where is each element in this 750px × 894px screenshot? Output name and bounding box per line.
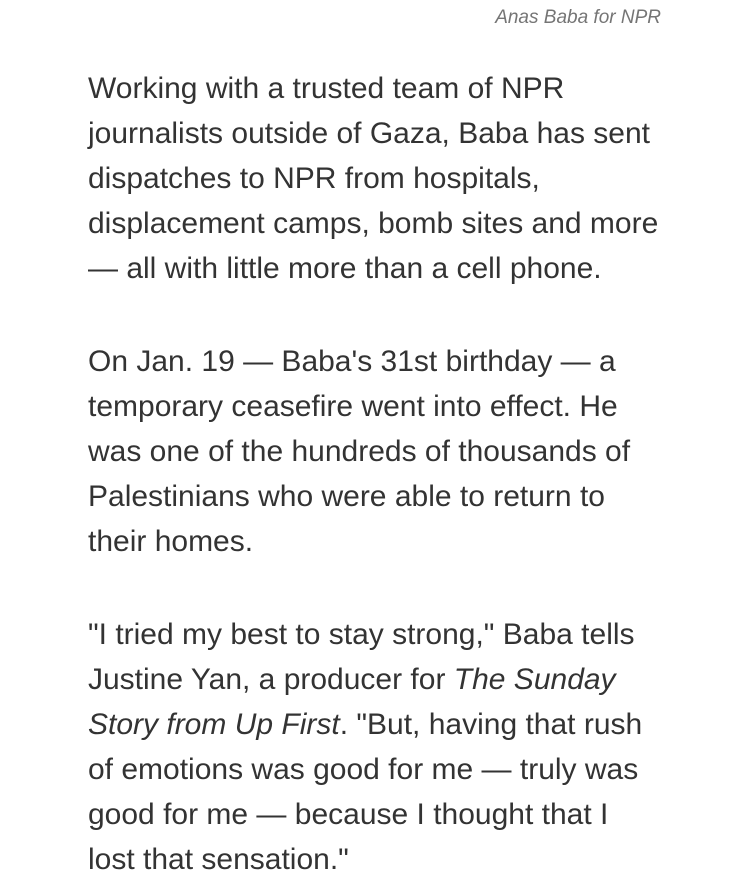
publication-title: The Sunday Story from Up First — [88, 663, 616, 741]
article-paragraph — [88, 612, 661, 882]
article-paragraph: Working with a trusted team of NPR journalists outside of Gaza, Baba has sent dispatches to NPR from hospitals, displacement camps, bomb sites and more — all with little more than a cell phone. — [88, 72, 659, 285]
photo-credit: Anas Baba for NPR — [495, 7, 661, 28]
quote-text-after: . "But, having that rush of emotions was good for me — truly was good for me — because I thought that I lost that sensation." — [88, 708, 643, 876]
article-body — [88, 66, 661, 882]
article-paragraph: On Jan. 19 — Baba's 31st birthday — a temporary ceasefire went into effect. He was one of the hundreds of thousands of Palestinians who were able to return to their homes. — [88, 345, 631, 558]
quote-text-before: "I tried my best to stay strong," Baba tells Justine Yan, a producer for — [88, 618, 635, 696]
